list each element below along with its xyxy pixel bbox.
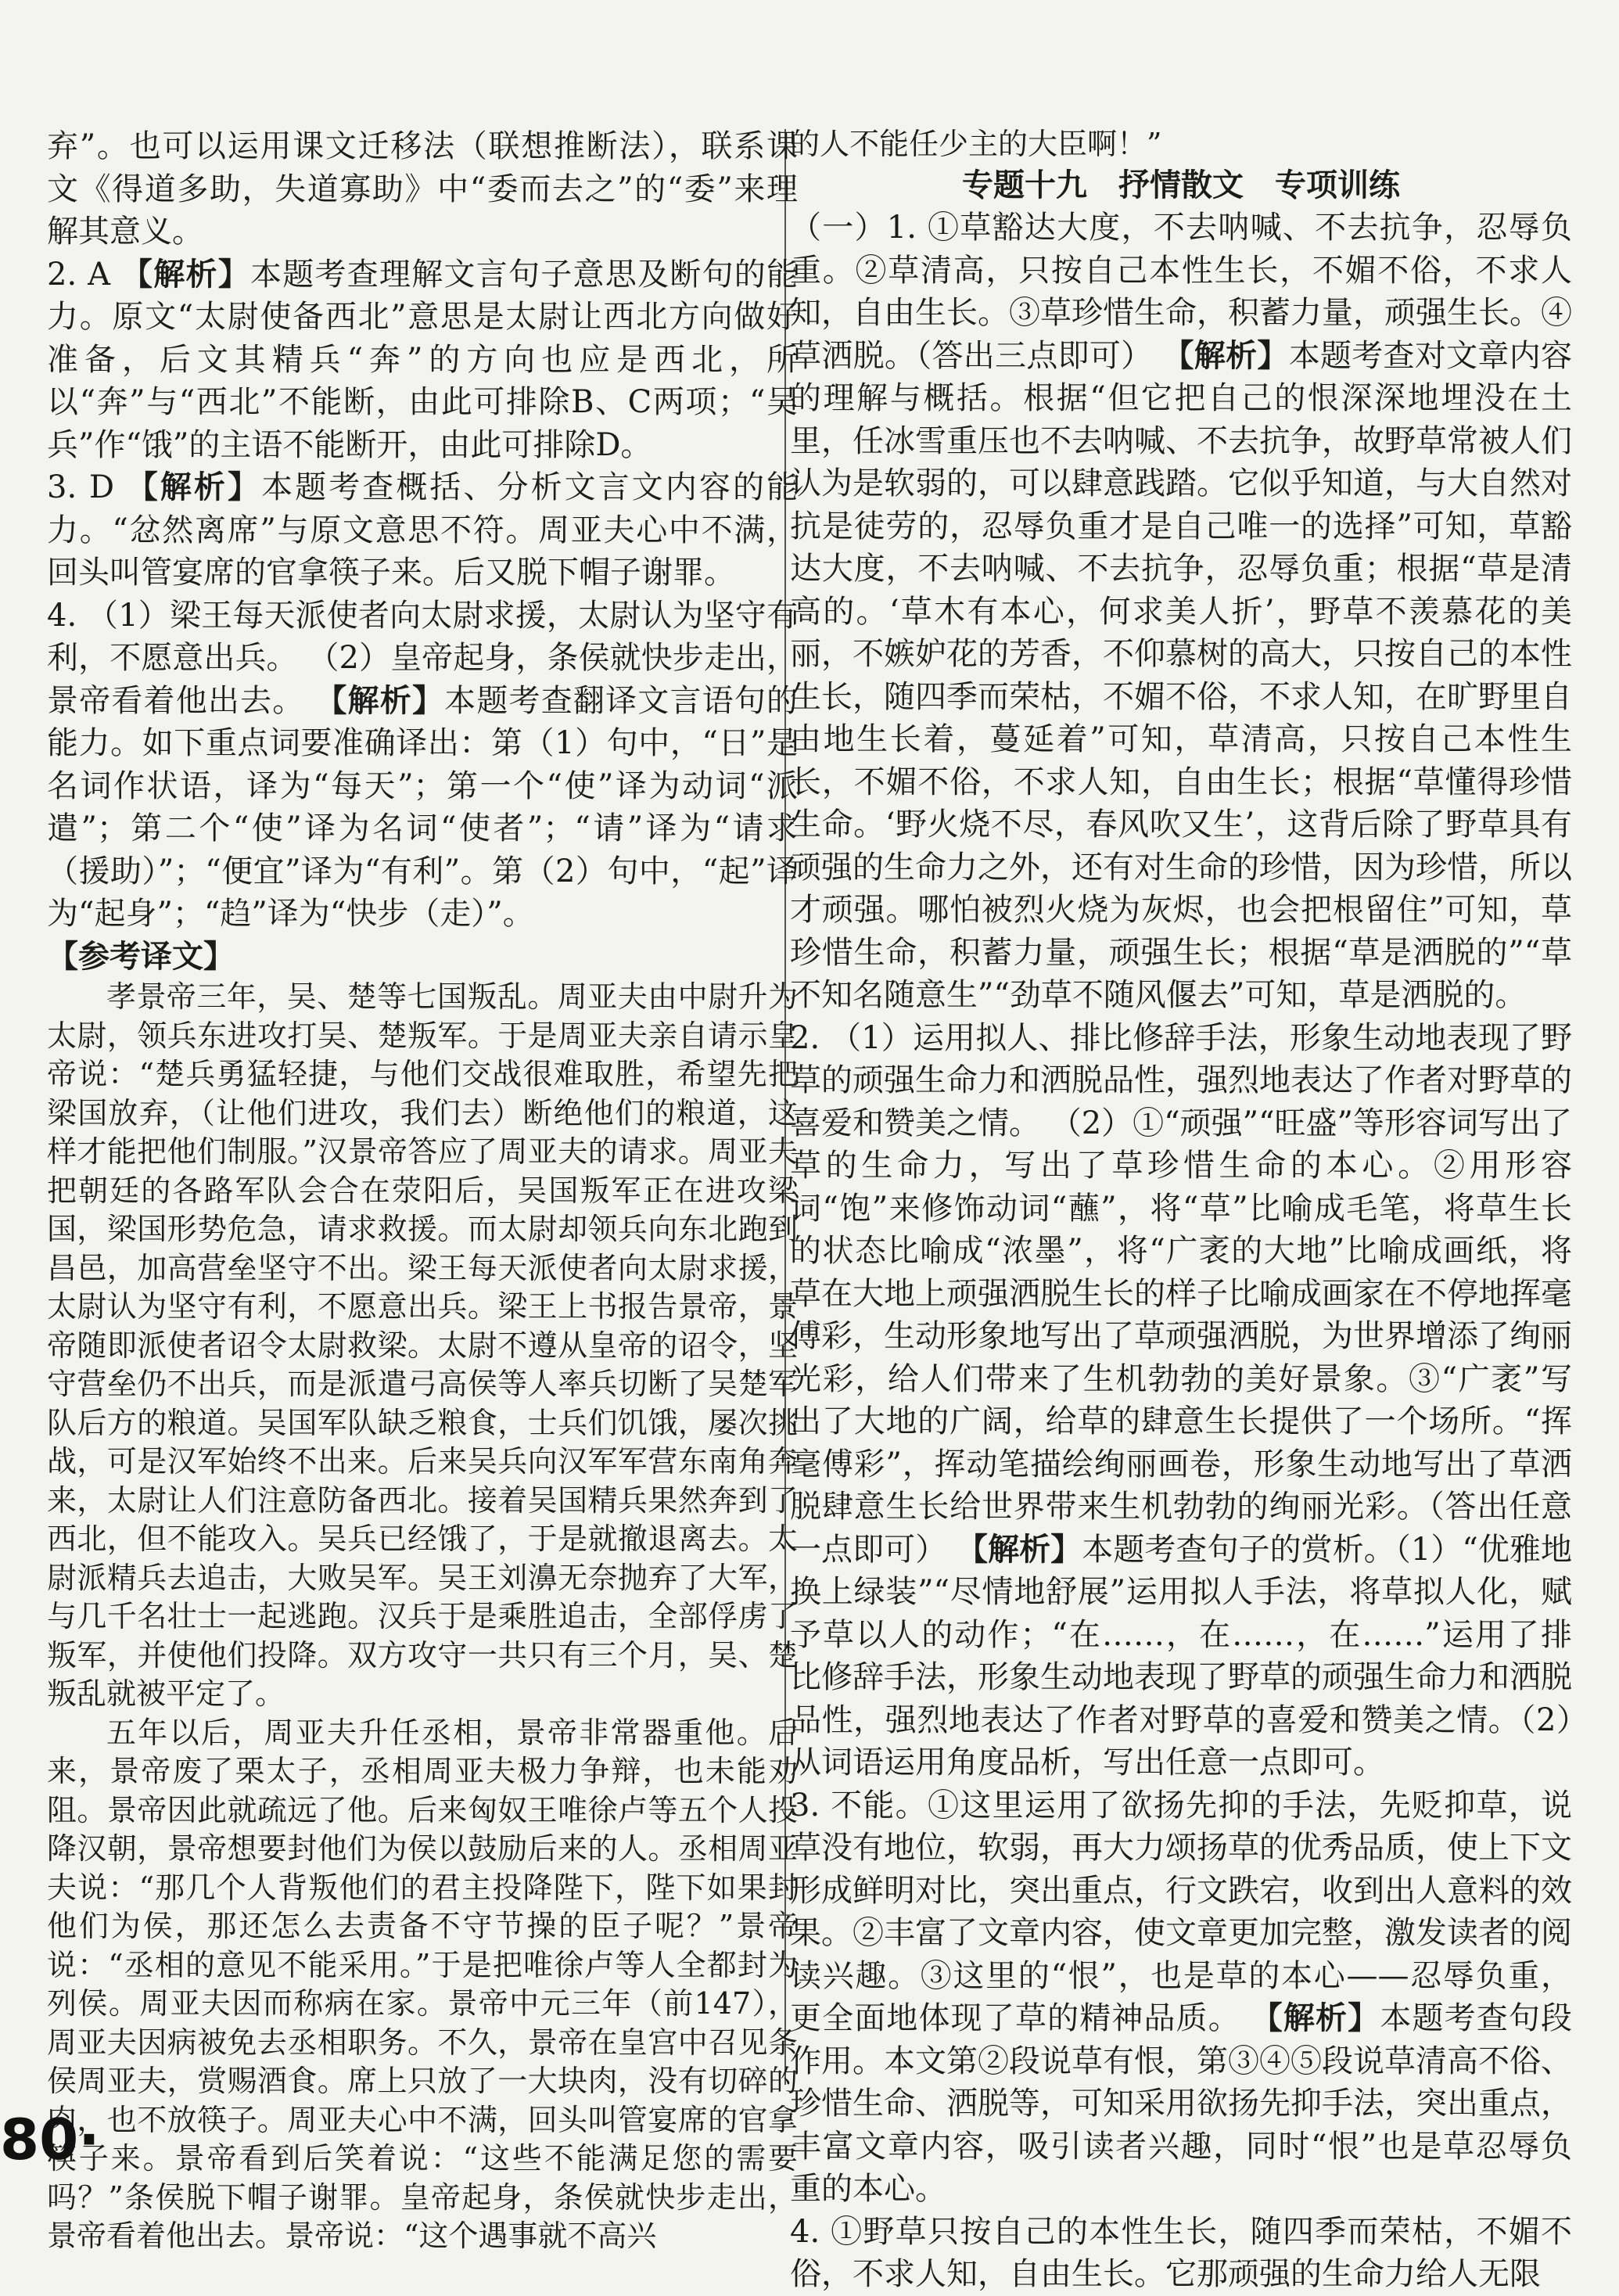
analysis-tag: 【解析】 bbox=[1251, 2000, 1380, 2036]
analysis-tag: 【解析】 bbox=[957, 1531, 1082, 1568]
analysis-tag: 【解析】 bbox=[126, 469, 262, 505]
translation-paragraph-2: 五年以后，周亚夫升任丞相，景帝非常器重他。后来，景帝废了栗太子，丞相周亚夫极力争辩，也未能劝阻。景帝因此就疏远了他。后来匈奴王唯徐卢等五个人投降汉朝，景帝想要封他们为侯以鼓励后来的人。丞相周亚夫说：“那几个人背叛他们的君主投降陛下，陛下如果封他们为侯，那还怎么去责备不守节操的臣子呢？”景帝说：“丞相的意见不能采用。”于是把唯徐卢等人全都封为列侯。周亚夫因而称病在家。景帝中元三年（前147），周亚夫因病被免去丞相职务。不久，景帝在皇宫中召见条侯周亚夫，赏赐酒食。席上只放了一大块肉，没有切碎的肉，也不放筷子。周亚夫心中不满，回头叫管宴席的官拿筷子来。景帝看到后笑着说：“这些不能满足您的需要吗？”条侯脱下帽子谢罪。皇帝起身，条侯就快步走出，景帝看着他出去。景帝说：“这个遇事就不高兴 bbox=[47, 1715, 798, 2253]
analysis-tag: 【解析】 bbox=[1162, 337, 1289, 374]
answer-2 bbox=[47, 253, 798, 467]
right-column bbox=[790, 125, 1572, 2296]
section-title: 专题十九 抒情散文 专项训练 bbox=[962, 167, 1400, 203]
left-column bbox=[47, 125, 798, 2256]
answer-2-number: 2. A bbox=[47, 256, 121, 293]
question-4-answer: 4. ①野草只按自己的本性生长，随四季而荣枯，不媚不俗，不求人知，自由生长。它那顽强的生命力给人无限 bbox=[790, 2213, 1572, 2292]
answer-2-text: 本题考查理解文言句子意思及断句的能力。原文“太尉使备西北”意思是太尉让西北方向做好准备，后文其精兵“奔”的方向也应是西北，所以“奔”与“西北”不能断，由此可排除B、C两项；“吴兵”作“饿”的主语不能断开，由此可排除D。 bbox=[47, 256, 799, 463]
question-1-answer bbox=[790, 207, 1572, 1017]
question-2-answer bbox=[790, 1017, 1572, 1784]
question-1-text: （一）1. ①草豁达大度，不去呐喊、不去抗争，忍辱负重。②草清高，只按自己本性生长，不媚不俗，不求人知，自由生长。③草珍惜生命，积蓄力量，顽强生长。④草洒脱。（答出三点即可） bbox=[790, 210, 1572, 374]
analysis-tag: 【解析】 bbox=[315, 682, 445, 719]
analysis-tag: 【解析】 bbox=[120, 256, 250, 293]
reference-translation-title: 【参考译文】 bbox=[47, 938, 235, 975]
answer-4-text: 4. （1）梁王每天派使者向太尉求援，太尉认为坚守有利，不愿意出兵。 （2）皇帝起身，条侯就快步走出，景帝看着他出去。 bbox=[47, 597, 798, 719]
question-3-answer bbox=[790, 1784, 1572, 2211]
question-2-analysis: 本题考查句子的赏析。（1）“优雅地换上绿装”“尽情地舒展”运用拟人手法，将草拟人化，赋予草以人的动作；“在……，在……，在……”运用了排比修辞手法，形象生动地表现了野草的顽强生命力和洒脱品性，强烈地表达了作者对野草的喜爱和赞美之情。（2）从词语运用角度品析，写出任意一点即可。 bbox=[790, 1531, 1573, 1780]
answer-1-continued: 弃”。也可以运用课文迁移法（联想推断法），联系课文《得道多助，失道寡助》中“委而去之”的“委”来理解其意义。 bbox=[47, 128, 798, 250]
translation-paragraph-1: 孝景帝三年，吴、楚等七国叛乱。周亚夫由中尉升为太尉，领兵东进攻打吴、楚叛军。于是周亚夫亲自请示皇帝说：“楚兵勇猛轻捷，与他们交战很难取胜，希望先把梁国放弃，（让他们进攻，我们去）断绝他们的粮道，这样才能把他们制服。”汉景帝答应了周亚夫的请求。周亚夫把朝廷的各路军队会合在荥阳后，吴国叛军正在进攻梁国，梁国形势危急，请求救援。而太尉却领兵向东北跑到昌邑，加高营垒坚守不出。梁王每天派使者向太尉求援，太尉认为坚守有利，不愿意出兵。梁王上书报告景帝，景帝随即派使者诏令太尉救梁。太尉不遵从皇帝的诏令，坚守营垒仍不出兵，而是派遣弓高侯等人率兵切断了吴楚军队后方的粮道。吴国军队缺乏粮食，士兵们饥饿，屡次挑战，可是汉军始终不出来。后来吴兵向汉军军营东南角奔来，太尉让人们注意防备西北。接着吴国精兵果然奔到了西北，但不能攻入。吴兵已经饿了，于是就撤退离去。太尉派精兵去追击，大败吴军。吴王刘濞无奈抛弃了大军，与几千名壮士一起逃跑。汉兵于是乘胜追击，全部俘虏了叛军，并使他们投降。双方攻守一共只有三个月，吴、楚叛乱就被平定了。 bbox=[47, 979, 798, 1711]
translation-continued: 的人不能任少主的大臣啊！” bbox=[790, 127, 1162, 161]
question-1-analysis: 本题考查对文章内容的理解与概括。根据“但它把自己的恨深深地埋没在土里，任冰雪重压也不去呐喊、不去抗争，故野草常被人们认为是软弱的，可以肆意践踏。它似乎知道，与大自然对抗是徒劳的，忍辱负重才是自己唯一的选择”可知，草豁达大度，不去呐喊、不去抗争，忍辱负重；根据“草是清高的。‘草木有本心，何求美人折’，野草不羡慕花的美丽，不嫉妒花的芳香，不仰慕树的高大，只按自己的本性生长，随四季而荣枯，不媚不俗，不求人知，在旷野里自由地生长着，蔓延着”可知，草清高，只按自己本性生长，不媚不俗，不求人知，自由生长；根据“草懂得珍惜生命。‘野火烧不尽，春风吹又生’，这背后除了野草具有顽强的生命力之外，还有对生命的珍惜，因为珍惜，所以才顽强。哪怕被烈火烧为灰烬，也会把根留住”可知，草珍惜生命，积蓄力量，顽强生长；根据“草是洒脱的”“草不知名随意生”“劲草不随风偃去”可知，草是洒脱的。 bbox=[790, 337, 1573, 1013]
question-3-analysis: 本题考查句段作用。本文第②段说草有恨，第③④⑤段说草清高不俗、珍惜生命、洒脱等，可知采用欲扬先抑手法，突出重点，丰富文章内容，吸引读者兴趣，同时“恨”也是草忍辱负重的本心。 bbox=[790, 2000, 1572, 2207]
answer-3-text: 本题考查概括、分析文言文内容的能力。“忿然离席”与原文意思不符。周亚夫心中不满，回头叫管宴席的官拿筷子来。后又脱下帽子谢罪。 bbox=[47, 469, 799, 591]
answer-4 bbox=[47, 595, 798, 936]
page-number: 80· bbox=[0, 2107, 100, 2172]
question-3-text: 3. 不能。①这里运用了欲扬先抑的手法，先贬抑草，说草没有地位，软弱，再大力颂扬草的优秀品质，使上下文形成鲜明对比，突出重点，行文跌宕，收到出人意料的效果。②丰富了文章内容，使文章更加完整，激发读者的阅读兴趣。③这里的“恨”，也是草的本心——忍辱负重，更全面地体现了草的精神品质。 bbox=[790, 1787, 1572, 2036]
answer-3 bbox=[47, 466, 798, 595]
question-2-text: 2. （1）运用拟人、排比修辞手法，形象生动地表现了野草的顽强生命力和洒脱品性，强烈地表达了作者对野草的喜爱和赞美之情。 （2）①“顽强”“旺盛”等形容词写出了草的生命力，写出了草珍惜生命的本心。②用形容词“饱”来修饰动词“蘸”，将“草”比喻成毛笔，将草生长的状态比喻成“浓墨”，将“广袤的大地”比喻成画纸，将草在大地上顽强洒脱生长的样子比喻成画家在不停地挥毫傅彩，生动形象地写出了草顽强洒脱，为世界增添了绚丽光彩，给人们带来了生机勃勃的美好景象。③“广袤”写出了大地的广阔，给草的肆意生长提供了一个场所。“挥毫傅彩”，挥动笔描绘绚丽画卷，形象生动地写出了草洒脱肆意生长给世界带来生机勃勃的绚丽光彩。（答出任意一点即可） bbox=[790, 1019, 1572, 1568]
answer-3-number: 3. D bbox=[47, 469, 127, 505]
answer-4-analysis: 本题考查翻译文言语句的能力。如下重点词要准确译出：第（1）句中，“日”是名词作状语，译为“每天”；第一个“使”译为动词“派遣”；第二个“使”译为名词“使者”；“请”译为“请求（援助）”；“便宜”译为“有利”。第（2）句中，“起”译为“起身”；“趋”译为“快步（走）”。 bbox=[47, 682, 799, 932]
